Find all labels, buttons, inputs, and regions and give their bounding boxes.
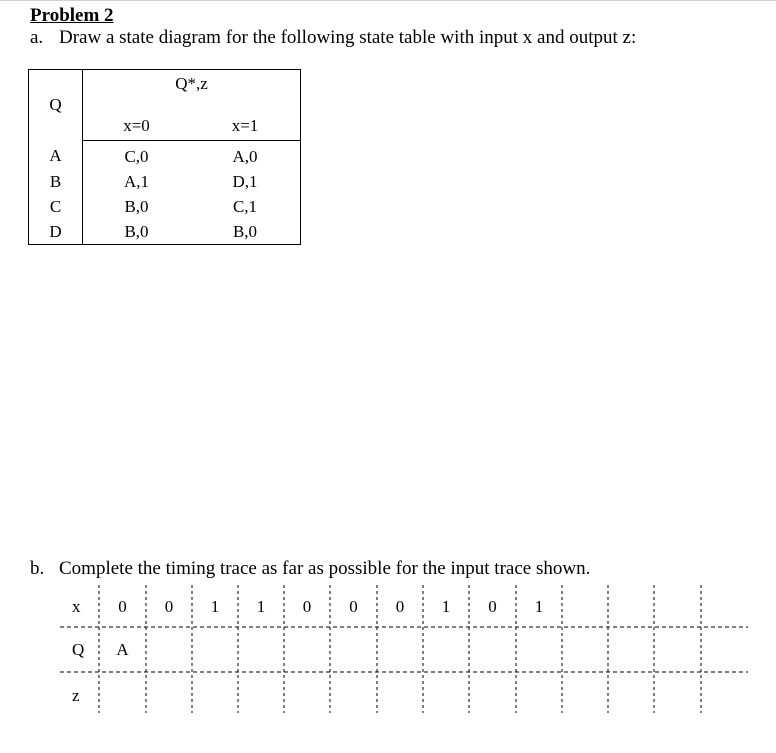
input-header-x0: x=0 — [83, 112, 191, 141]
table-cell-next-x0: C,0 — [124, 146, 149, 166]
part-b-label: b. — [30, 558, 45, 579]
part-b-instruction — [30, 558, 590, 580]
trace-x-value: 1 — [256, 597, 266, 616]
table-row-state: C — [29, 194, 83, 219]
part-b-text: Complete the timing trace as far as possible for the input trace shown. — [59, 558, 591, 579]
trace-x-value: 0 — [395, 597, 405, 616]
part-a-text: Draw a state diagram for the following state table with input x and output z: — [59, 27, 637, 48]
table-row-state: D — [29, 219, 83, 245]
table-cell-next-x1: C,1 — [232, 196, 258, 216]
trace-x-value: 0 — [302, 597, 312, 616]
table-cell-next-x0: B,0 — [124, 221, 149, 241]
trace-x-value: 0 — [164, 597, 174, 616]
table-cell-next-x0: A,1 — [123, 171, 150, 191]
trace-x-value: 1 — [210, 597, 220, 616]
next-state-header: Q*,z — [175, 74, 208, 93]
trace-label-z: z — [72, 686, 80, 705]
table-cell-next-x1: A,0 — [232, 146, 258, 166]
input-header-x1: x=1 — [190, 112, 301, 141]
table-cell-next-x0: B,0 — [124, 196, 149, 216]
table-cell-next-x1: B,0 — [232, 221, 258, 241]
part-a-instruction — [30, 27, 636, 49]
state-table — [28, 69, 301, 245]
timing-trace-grid — [0, 585, 776, 715]
trace-x-value: 1 — [534, 597, 544, 616]
state-header: Q — [29, 70, 83, 141]
problem-title: Problem 2 — [30, 5, 114, 26]
table-cell-next-x1: D,1 — [232, 171, 258, 191]
trace-x-value: 0 — [349, 597, 358, 616]
trace-q-values — [116, 640, 129, 659]
trace-label-q: Q — [72, 640, 85, 659]
trace-label-x: x — [72, 597, 81, 616]
trace-x-value: 0 — [118, 597, 127, 616]
table-row-state: B — [29, 169, 83, 194]
top-rule — [0, 0, 776, 1]
trace-x-value: 0 — [488, 597, 497, 616]
trace-x-value: 1 — [441, 597, 451, 616]
table-row-state: A — [29, 141, 83, 170]
trace-x-values — [118, 597, 543, 616]
part-a-label: a. — [30, 27, 44, 48]
trace-q-value: A — [116, 640, 129, 659]
